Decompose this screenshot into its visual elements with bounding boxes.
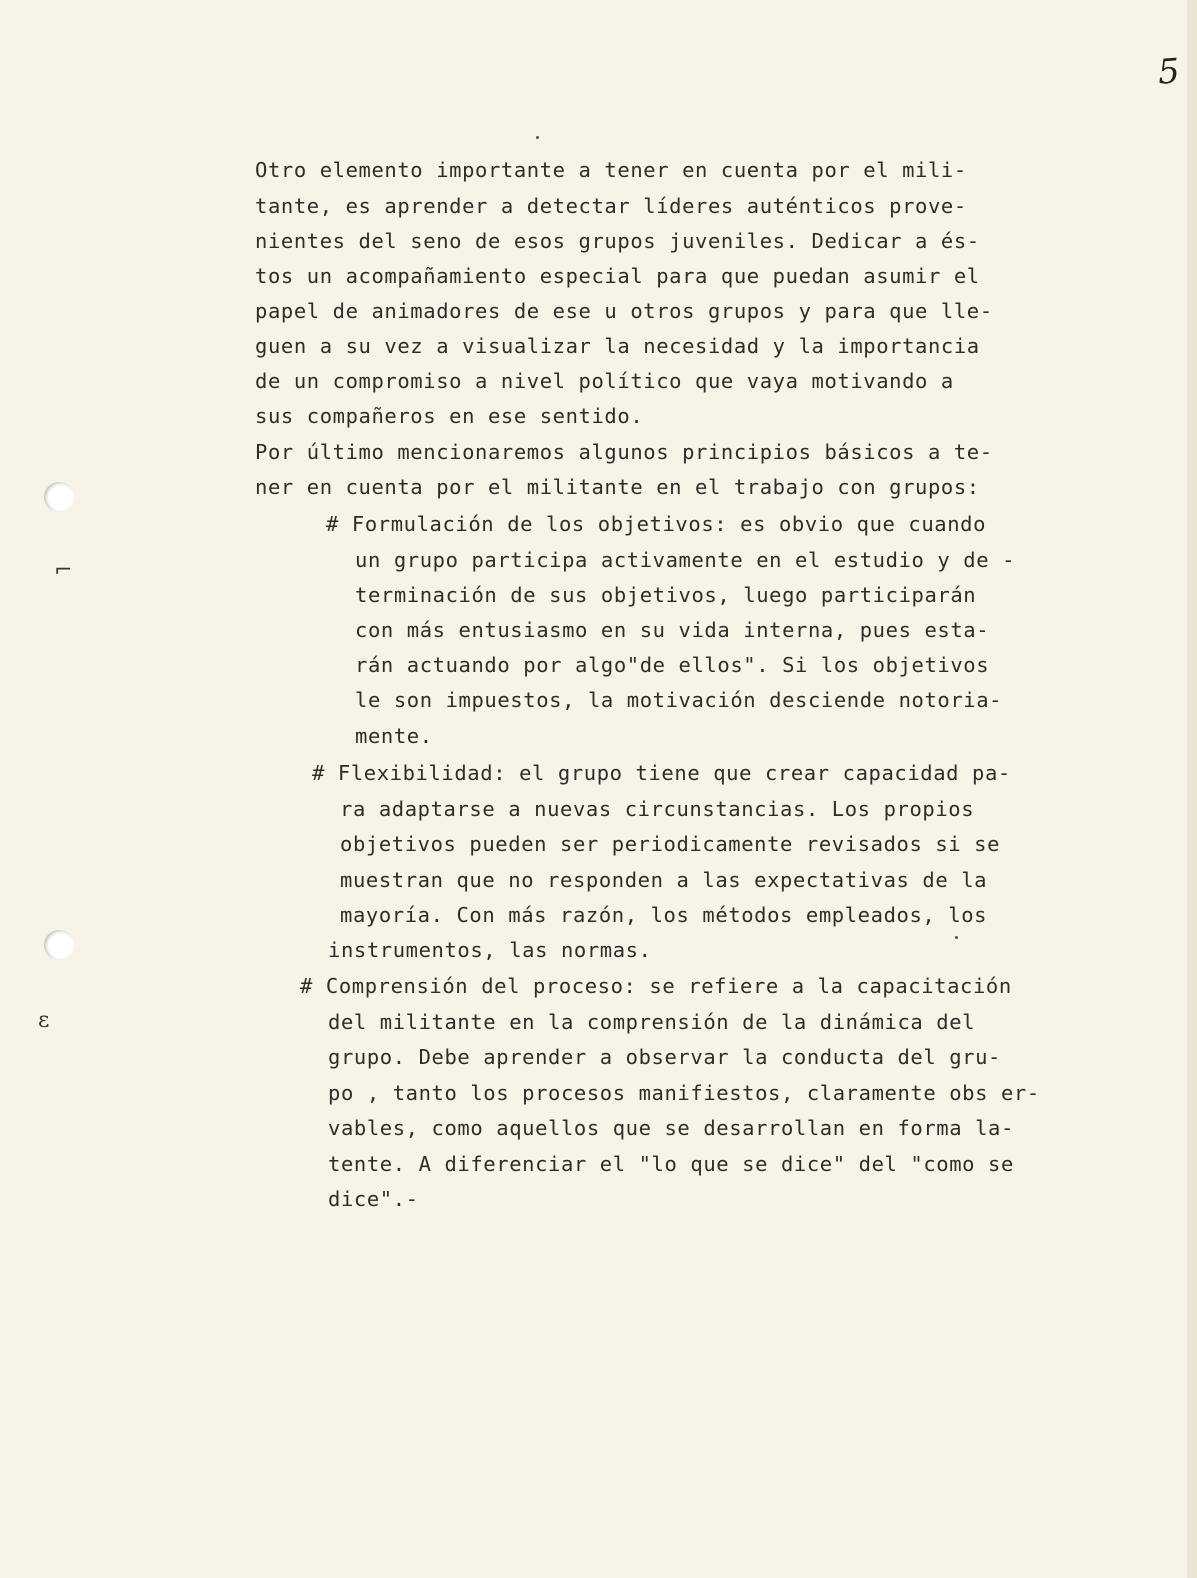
text-line: tante, es aprender a detectar líderes auténticos prove-	[255, 194, 967, 218]
text-line: ra adaptarse a nuevas circunstancias. Los propios	[340, 797, 975, 821]
text-line: rán actuando por algo"de ellos". Si los objetivos	[355, 653, 990, 677]
text-line: con más entusiasmo en su vida interna, pues esta-	[355, 618, 990, 642]
text-line: grupo. Debe aprender a observar la conducta del gru-	[328, 1045, 1001, 1069]
bullet-item-line: # Comprensión del proceso: se refiere a la capacitación	[300, 974, 1012, 998]
text-line: tente. A diferenciar el "lo que se dice" del "como se	[328, 1152, 1014, 1176]
text-line: Por último mencionaremos algunos principios básicos a te-	[255, 440, 993, 464]
bullet-item-line: # Formulación de los objetivos: es obvio que cuando	[326, 512, 987, 536]
text-line: Otro elemento importante a tener en cuenta por el mili-	[255, 158, 967, 182]
text-line: instrumentos, las normas.	[328, 938, 652, 962]
margin-scribble: ⌐	[54, 558, 73, 583]
text-line: muestran que no responden a las expectativas de la	[340, 868, 988, 892]
text-line: vables, como aquellos que se desarrollan en forma la-	[328, 1116, 1014, 1140]
margin-scribble: ɛ	[38, 1008, 50, 1033]
text-line: mente.	[355, 724, 433, 748]
text-line: del militante en la comprensión de la dinámica del	[328, 1010, 976, 1034]
ink-speck	[955, 936, 958, 939]
text-line: terminación de sus objetivos, luego participarán	[355, 583, 977, 607]
text-line: un grupo participa activamente en el estudio y de -	[355, 548, 1016, 572]
text-line: po , tanto los procesos manifiestos, claramente obs er-	[328, 1081, 1040, 1105]
text-line: dice".-	[328, 1187, 419, 1211]
text-line: nientes del seno de esos grupos juveniles. Dedicar a és-	[255, 229, 980, 253]
punch-hole-top	[44, 482, 74, 512]
text-line: tos un acompañamiento especial para que puedan asumir el	[255, 264, 980, 288]
text-line: le son impuestos, la motivación desciende notoria-	[355, 688, 1003, 712]
punch-hole-bottom	[44, 930, 74, 960]
bullet-item-line: # Flexibilidad: el grupo tiene que crear capacidad pa-	[312, 761, 1011, 785]
page-number: 5	[1156, 51, 1182, 93]
paper-edge	[1187, 0, 1197, 1578]
text-line: objetivos pueden ser periodicamente revisados si se	[340, 832, 1001, 856]
text-line: mayoría. Con más razón, los métodos empleados, los	[340, 903, 988, 927]
ink-speck	[536, 136, 539, 139]
text-line: de un compromiso a nivel político que vaya motivando a	[255, 369, 954, 393]
text-line: sus compañeros en ese sentido.	[255, 404, 644, 428]
text-line: papel de animadores de ese u otros grupos y para que lle-	[255, 299, 993, 323]
text-line: guen a su vez a visualizar la necesidad y la importancia	[255, 334, 980, 358]
text-line: ner en cuenta por el militante en el trabajo con grupos:	[255, 475, 980, 499]
